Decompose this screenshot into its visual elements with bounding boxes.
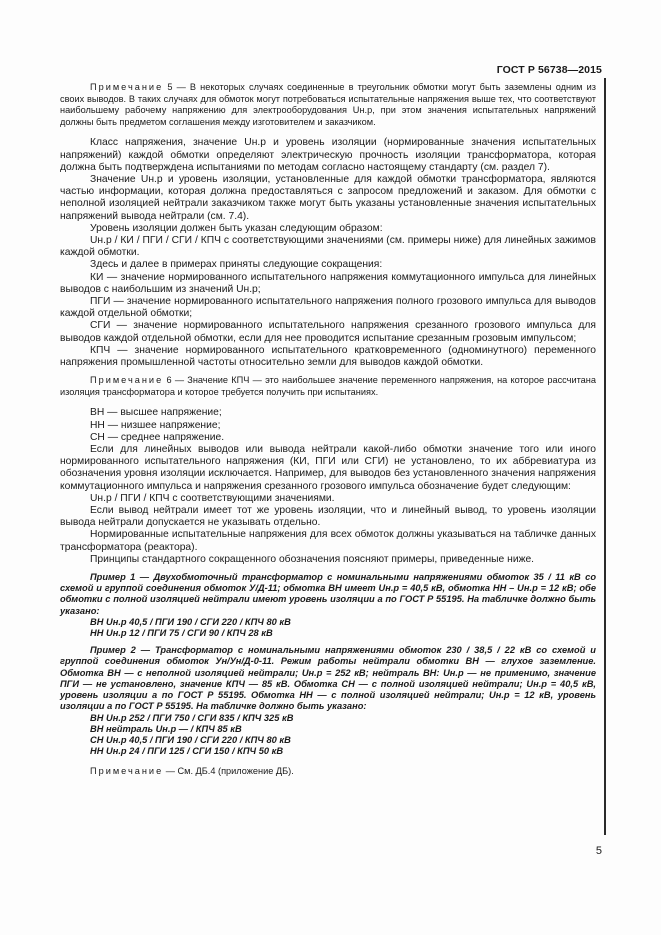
note-text: 6 — Значение КПЧ — это наибольшее значение переменного напряжения, на которое рассчитана изоляция трансформатора и которое требуется получить при испытаниях. [60,375,596,397]
footnote-label: Примечание [90,766,164,777]
revision-bar [604,78,606,835]
paragraph-3: Уровень изоляции должен быть указан следующим образом: [90,222,383,234]
note-5 [60,82,596,128]
paragraph-ki: КИ — значение нормированного испытательного напряжения коммутационного импульса для линейных выводов с наибольшим из значений Uн.р; [60,271,596,295]
example-1-text: Пример 1 — Двухобмоточный трансформатор с номинальными напряжениями обмоток 35 / 11 кВ со схемой и группой соединения обмоток У/Д-11; обмотка ВН имеет Uн.р = 40,5 кВ, обмотка НН – Uн.р = 12 кВ; обе обмотки с полной изоляцией нейтрали имеют уровень изоляции а по ГОСТ Р 55195. На табличке должно быть указано: [60,572,596,616]
paragraph-10: Принципы стандартного сокращенного обозначения поясняют примеры, приведенные ниже. [90,553,535,565]
abbr-sn: СН — среднее напряжение. [90,431,225,443]
example-2-line: СН Uн.р 40,5 / ПГИ 190 / СГИ 220 / КПЧ 80 кВ [90,734,291,745]
example-1-line: НН Uн.р 12 / ПГИ 75 / СГИ 90 / КПЧ 28 кВ [90,628,273,639]
example-2-line: ВН Uн.р 252 / ПГИ 750 / СГИ 835 / КПЧ 325 кВ [90,712,294,723]
paragraph-6: Если для линейных выводов или вывода нейтрали какой-либо обмотки значение того или иного нормированного испытательного напряжения (КИ, ПГИ или СГИ) не установлено, то их аббревиатура из обозначения уровня изоляции исключается. Например, для выводов без установленного значения напряжения коммутационного импульса и напряжения срезанного грозового импульса обозначение будет следующим: [60,444,596,492]
standard-header: ГОСТ Р 56738—2015 [496,64,602,76]
paragraph-kpch: КПЧ — значение нормированного испытательного кратковременного (одноминутного) переменного напряжения промышленной частоты относительно земли для выводов каждой обмотки. [60,344,596,369]
footnote-text: — См. ДБ.4 (приложение ДБ). [165,766,294,777]
example-2-line: НН Uн.р 24 / ПГИ 125 / СГИ 150 / КПЧ 50 кВ [90,746,284,757]
paragraph-7: Uн.р / ПГИ / КПЧ с соответствующими значениями. [90,492,335,504]
example-2 [60,645,596,757]
example-1 [60,572,596,639]
paragraph-sgi: СГИ — значение нормированного испытательного напряжения срезанного грозового импульса для выводов каждой отдельной обмотки, если для нее проводится испытание срезанным грозовым импульсом; [60,320,596,344]
paragraph-4: Uн.р / КИ / ПГИ / СГИ / КПЧ с соответствующими значениями (см. примеры ниже) для линейных зажимов каждой обмотки. [60,235,596,259]
example-1-line: ВН Uн.р 40,5 / ПГИ 190 / СГИ 220 / КПЧ 80 кВ [90,616,291,627]
paragraph-8: Если вывод нейтрали имеет тот же уровень изоляции, что и линейный вывод, то уровень изоляции вывода нейтрали допускается не указывать отдельно. [60,505,596,529]
page-number: 5 [595,845,602,857]
paragraph-9: Нормированные испытательные напряжения для всех обмоток должны указываться на табличке данных трансформатора (реактора). [60,529,596,553]
abbr-nn: НН — низшее напряжение; [90,419,221,431]
example-2-line: ВН нейтраль Uн.р — / КПЧ 85 кВ [90,723,242,734]
abbr-vn: ВН — высшее напряжение; [90,407,222,419]
paragraph-1: Класс напряжения, значение Uн.р и уровень изоляции (нормированные значения испытательных напряжений) каждой обмотки определяют электрическую прочность изоляции трансформатора, которая должна быть подтверждена испытаниями по методам согласно настоящему стандарту (см. раздел 7). [60,137,596,173]
note-text: 5 — В некоторых случаях соединенные в треугольник обмотки могут быть заземлены одним из своих выводов. В таких случаях для обмоток могут потребоваться испытательные напряжения выше тех, что соответствуют наибольшему рабочему напряжению для электрооборудования Uн.р, при этом значения испытательных напряжений должны быть предметом соглашения между изготовителем и заказчиком. [60,82,596,127]
note-label: Примечание [90,375,164,386]
example-2-text: Пример 2 — Трансформатор с номинальными напряжениями обмоток 230 / 38,5 / 22 кВ со схемой и группой соединения обмоток Ун/Ун/Д-0-11. Режим работы нейтрали обмотки ВН — глухое заземление. Обмотка ВН — с неполной изоляцией нейтрали; Uн.р = 252 кВ; нейтраль ВН: Uн.р — не применимо, значение ПГИ — не установлено, значение КПЧ — 85 кВ. Обмотка СН — с полной изоляцией нейтрали; Uн.р = 40,5 кВ, уровень изоляции а по ГОСТ Р 55195. Обмотка НН — с полной изоляцией нейтрали; Uн.р = 12 кВ, уровень изоляции а по ГОСТ Р 55195. На табличке должно быть указано: [60,645,596,712]
page-body [60,82,596,778]
paragraph-2: Значение Uн.р и уровень изоляции, установленные для каждой обмотки трансформатора, являются частью информации, которая должна предоставляться с запросом предложений и заказом. Для обмотки с неполной изоляцией нейтрали заказчиком также могут быть указаны установленные значения испытательных напряжений вывода нейтрали (см. 7.4). [60,173,596,222]
note-label: Примечание [90,82,164,92]
paragraph-5: Здесь и далее в примерах приняты следующие сокращения: [90,259,383,271]
paragraph-pgi: ПГИ — значение нормированного испытательного напряжения полного грозового импульса для выводов каждой отдельной обмотки; [60,296,596,320]
footnote [90,765,596,777]
note-6 [60,375,596,398]
